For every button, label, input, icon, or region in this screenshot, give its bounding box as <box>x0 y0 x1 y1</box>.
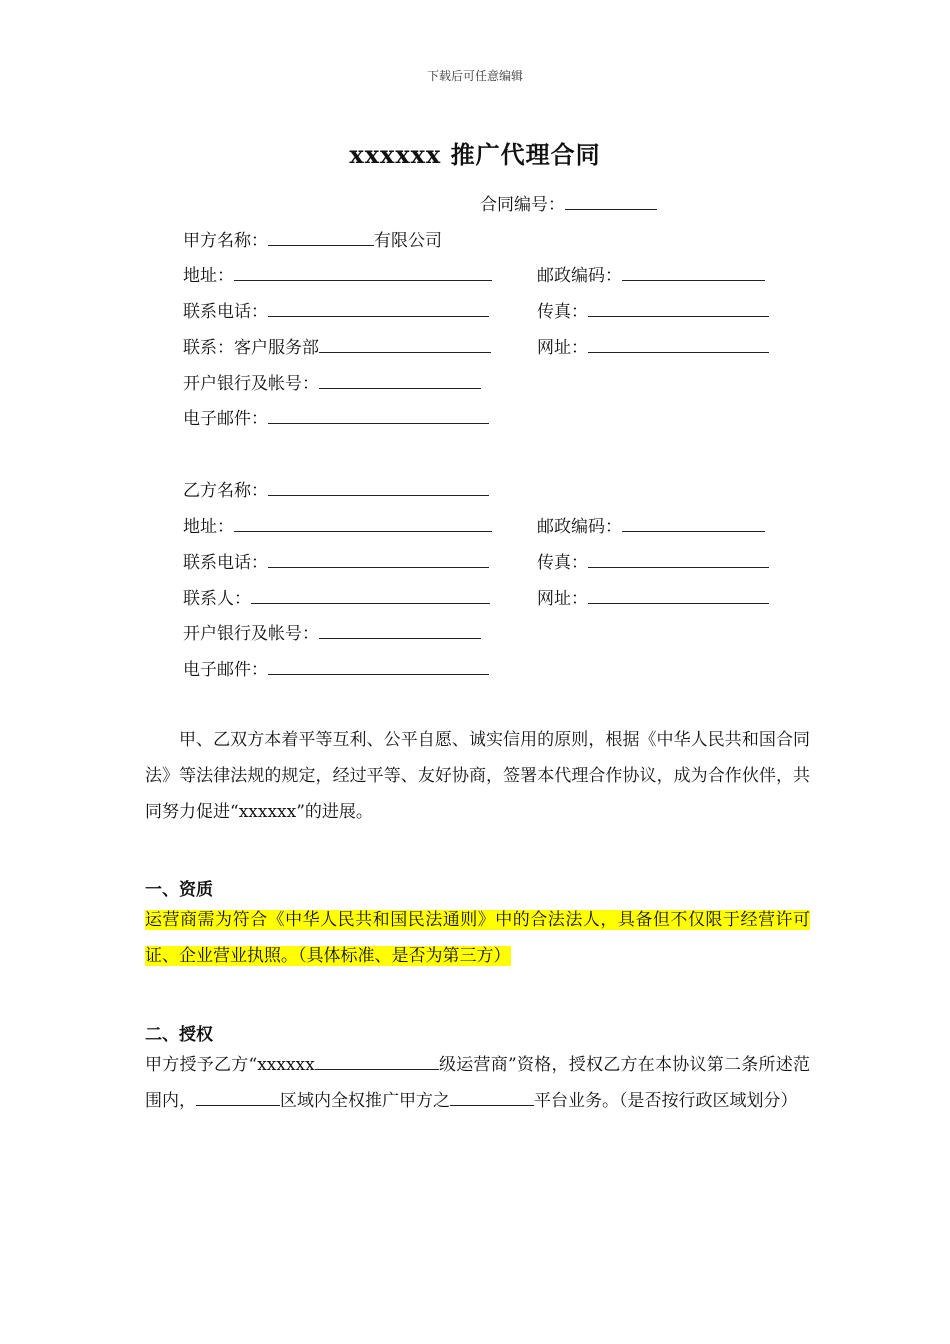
party-a-contact-row <box>183 335 491 359</box>
party-b-name-blank[interactable] <box>268 478 489 496</box>
party-a-website-row <box>537 335 769 359</box>
section-1-title: 一、资质 <box>145 880 213 900</box>
party-b-bank-label: 开户银行及帐号： <box>183 624 319 644</box>
party-a-email-blank[interactable] <box>268 406 489 424</box>
contract-number-row <box>480 190 657 215</box>
contract-number-blank[interactable] <box>565 192 657 210</box>
intro-paragraph: 甲、乙双方本着平等互利、公平自愿、诚实信用的原则，根据《中华人民共和国合同法》等法律法规的规定，经过平等、友好协商，签署本代理合作协议，成为合作伙伴，共同努力促进“xxxxxx”的进展。 <box>145 730 810 822</box>
party-b-phone-blank[interactable] <box>268 550 489 568</box>
party-a-website-blank[interactable] <box>588 335 769 353</box>
party-a-address-label: 地址： <box>183 266 234 286</box>
section-2-level-blank[interactable] <box>315 1052 439 1070</box>
party-a-fax-blank[interactable] <box>588 299 769 317</box>
party-a-postcode-label: 邮政编码： <box>537 266 622 286</box>
party-a-email-label: 电子邮件： <box>183 409 268 429</box>
party-b-bank-blank[interactable] <box>319 621 481 639</box>
party-a-website-label: 网址： <box>537 338 588 358</box>
section-1-body <box>145 902 810 974</box>
party-b-email-blank[interactable] <box>268 657 489 675</box>
party-a-bank-blank[interactable] <box>319 371 481 389</box>
party-a-contact-blank[interactable] <box>319 335 491 353</box>
section-2-region-blank[interactable] <box>196 1088 280 1106</box>
party-a-bank-row <box>183 371 481 395</box>
section-2-text-4: 平台业务。（是否按行政区域划分） <box>534 1091 798 1111</box>
party-a-contact-label: 联系：客户服务部 <box>183 338 319 358</box>
party-a-fax-row <box>537 299 769 323</box>
header-note: 下载后可任意编辑 <box>426 69 523 83</box>
party-b-address-blank[interactable] <box>234 514 492 532</box>
party-a-phone-row <box>183 299 489 323</box>
party-a-fax-label: 传真： <box>537 302 588 322</box>
party-a-name-suffix: 有限公司 <box>374 231 442 251</box>
party-b-email-row <box>183 657 489 681</box>
section-2-text-2: 级运营商”资格，授权乙方在本协议第二条所述范围内， <box>145 1055 810 1111</box>
party-a-name-label: 甲方名称： <box>183 231 268 251</box>
section-2-platform-blank[interactable] <box>450 1088 534 1106</box>
party-b-postcode-label: 邮政编码： <box>537 517 622 537</box>
party-a-phone-label: 联系电话： <box>183 302 268 322</box>
party-a-address-row <box>183 263 492 287</box>
party-b-fax-blank[interactable] <box>588 550 769 568</box>
party-b-name-label: 乙方名称： <box>183 481 268 501</box>
party-b-email-label: 电子邮件： <box>183 660 268 680</box>
party-b-fax-row <box>537 550 769 574</box>
party-b-phone-row <box>183 550 489 574</box>
section-2-title: 二、授权 <box>145 1025 213 1045</box>
party-b-bank-row <box>183 621 481 645</box>
party-b-contact-row <box>183 586 490 610</box>
document-title: xxxxxx 推广代理合同 <box>349 140 601 169</box>
section-2-text-3: 区域内全权推广甲方之 <box>280 1091 450 1111</box>
party-a-name-blank[interactable] <box>268 228 374 246</box>
party-a-email-row <box>183 406 489 430</box>
party-b-postcode-row <box>537 514 765 538</box>
contract-number-label: 合同编号： <box>480 195 565 215</box>
party-b-fax-label: 传真： <box>537 553 588 573</box>
party-b-website-row <box>537 586 769 610</box>
party-b-website-label: 网址： <box>537 589 588 609</box>
party-a-bank-label: 开户银行及帐号： <box>183 374 319 394</box>
section-2-body <box>145 1047 810 1119</box>
party-b-website-blank[interactable] <box>588 586 769 604</box>
section-1-highlighted-text: 运营商需为符合《中华人民共和国民法通则》中的合法法人，具备但不仅限于经营许可证、企业营业执照。（具体标准、是否为第三方） <box>145 910 810 966</box>
party-b-phone-label: 联系电话： <box>183 553 268 573</box>
party-b-postcode-blank[interactable] <box>622 514 765 532</box>
party-a-address-blank[interactable] <box>234 263 492 281</box>
party-b-contact-blank[interactable] <box>251 586 490 604</box>
party-b-name-row <box>183 478 489 502</box>
party-b-address-label: 地址： <box>183 517 234 537</box>
party-a-phone-blank[interactable] <box>268 299 489 317</box>
party-a-name-row <box>183 228 442 252</box>
party-a-postcode-blank[interactable] <box>622 263 765 281</box>
party-b-address-row <box>183 514 492 538</box>
party-b-contact-label: 联系人： <box>183 589 251 609</box>
section-2-text-1: 甲方授予乙方“xxxxxx <box>145 1055 315 1075</box>
party-a-postcode-row <box>537 263 765 287</box>
